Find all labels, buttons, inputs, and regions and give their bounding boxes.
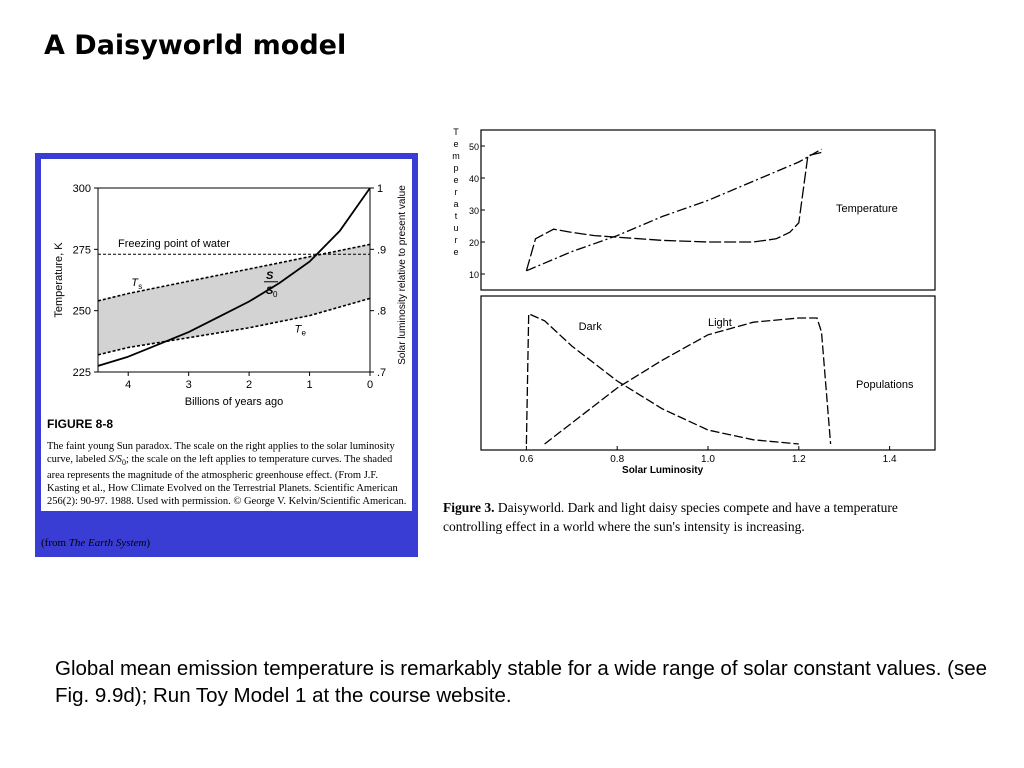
ratio-numerator: S [266, 269, 274, 282]
caption-symbol: S/S [108, 454, 122, 465]
temp-with-daisies-line [526, 152, 821, 270]
temp-y-label-letter: e [453, 175, 459, 185]
source-prefix: (from [41, 537, 69, 549]
temp-y-label-letter: t [454, 211, 458, 221]
ratio-denominator-sub: 0 [273, 289, 278, 299]
source-suffix: ) [146, 537, 151, 549]
freezing-point-label: Freezing point of water [118, 238, 230, 251]
temp-y-label-letter: p [453, 163, 459, 173]
populations-panel-label: Populations [856, 379, 914, 391]
x-tick-label: 0 [366, 379, 374, 391]
slide-title: A Daisyworld model [44, 30, 347, 61]
dark-series-label: Dark [578, 321, 602, 333]
temperature-panel-label: Temperature [836, 203, 898, 215]
caption-text-end: ; the scale on the left applies to temperature curves. The shaded area represents the magnitude of the atmospheric greenhouse effect. (From J.F. Kasting et al., How Climate Evolved on the Terrestrial Planets. Scientific American 256(2): 90-97. 1988. Used with permission. © George V. Kelvin/Scientific American. [47, 454, 407, 508]
y2-tick-label: .8 [377, 305, 387, 318]
y-axis-label: Temperature, K [53, 242, 65, 318]
y2-tick-label: 1 [377, 183, 384, 195]
daisyworld-caption [443, 498, 938, 536]
temp-y-label-letter: T [453, 127, 459, 137]
x-axis-label: Billions of years ago [184, 396, 284, 408]
temp-no-daisies-line [526, 149, 821, 271]
y-tick-label: 275 [72, 244, 91, 257]
x-tick-label: 3 [185, 379, 192, 391]
temp-y-label-letter: u [453, 223, 459, 233]
y2-tick-label: .7 [377, 367, 387, 379]
x-tick-label: 4 [125, 379, 132, 391]
caption-symbol-sub: 0 [121, 458, 126, 468]
x-tick-label: 1 [306, 379, 313, 391]
y2-tick-label: .9 [377, 244, 387, 257]
daisyworld-figure [438, 118, 943, 560]
temp-y-tick-label: 20 [468, 238, 479, 248]
light-series-label: Light [708, 317, 732, 329]
pop-x-axis-label: Solar Luminosity [622, 465, 704, 476]
source-title: The Earth System [68, 537, 147, 549]
y-tick-label: 225 [72, 367, 91, 379]
greenhouse-shaded-area [98, 244, 370, 354]
faint-young-sun-figure [35, 153, 418, 557]
y2-axis-label: Solar luminosity relative to present value [397, 185, 408, 365]
caption-body: Daisyworld. Dark and light daisy species compete and have a temperature controlling effect in a world where the sun's intensity is increasing. [443, 500, 898, 534]
figure-caption [47, 440, 412, 508]
faint-young-sun-chart [41, 159, 412, 409]
temp-y-label-letter: e [453, 139, 459, 149]
temp-y-tick-label: 40 [468, 174, 479, 184]
light-daisy-line [545, 318, 831, 444]
ts-label-sub: s [138, 282, 143, 292]
temp-y-label-letter: a [453, 199, 459, 209]
dark-daisy-line [526, 314, 798, 444]
figure-8-8-panel [41, 159, 412, 511]
te-label-sub: e [301, 328, 306, 338]
pop-x-tick-label: 0.8 [610, 454, 625, 465]
pop-x-tick-label: 0.6 [519, 454, 534, 465]
figure-label: FIGURE 8-8 [47, 417, 114, 431]
temp-y-label-letter: m [452, 151, 460, 161]
temp-y-tick-label: 30 [468, 206, 479, 216]
y-tick-label: 250 [72, 305, 91, 318]
figure-source [41, 537, 150, 549]
daisyworld-chart [438, 118, 943, 488]
te-label: T [294, 323, 302, 336]
ratio-denominator: S [266, 284, 274, 297]
temp-y-label-letter: e [453, 247, 459, 257]
ts-label: T [131, 277, 138, 290]
caption-label: Figure 3. [443, 500, 495, 515]
pop-x-tick-label: 1.4 [882, 454, 897, 465]
temp-y-tick-label: 10 [468, 270, 479, 280]
temp-y-label-letter: r [454, 187, 458, 197]
y-tick-label: 300 [72, 183, 91, 195]
x-tick-label: 2 [246, 379, 253, 391]
caption-text-start: The faint young Sun paradox. The scale on the right applies to the solar luminosity curve, labeled [47, 441, 395, 465]
pop-x-tick-label: 1.0 [701, 454, 715, 465]
slide-body-text: Global mean emission temperature is remarkably stable for a wide range of solar constant values. (see Fig. 9.9d); Run Toy Model 1 at the course website. [55, 657, 988, 707]
temp-y-tick-label: 50 [468, 142, 479, 152]
pop-x-tick-label: 1.2 [791, 454, 806, 465]
temp-y-label-letter: r [454, 235, 458, 245]
